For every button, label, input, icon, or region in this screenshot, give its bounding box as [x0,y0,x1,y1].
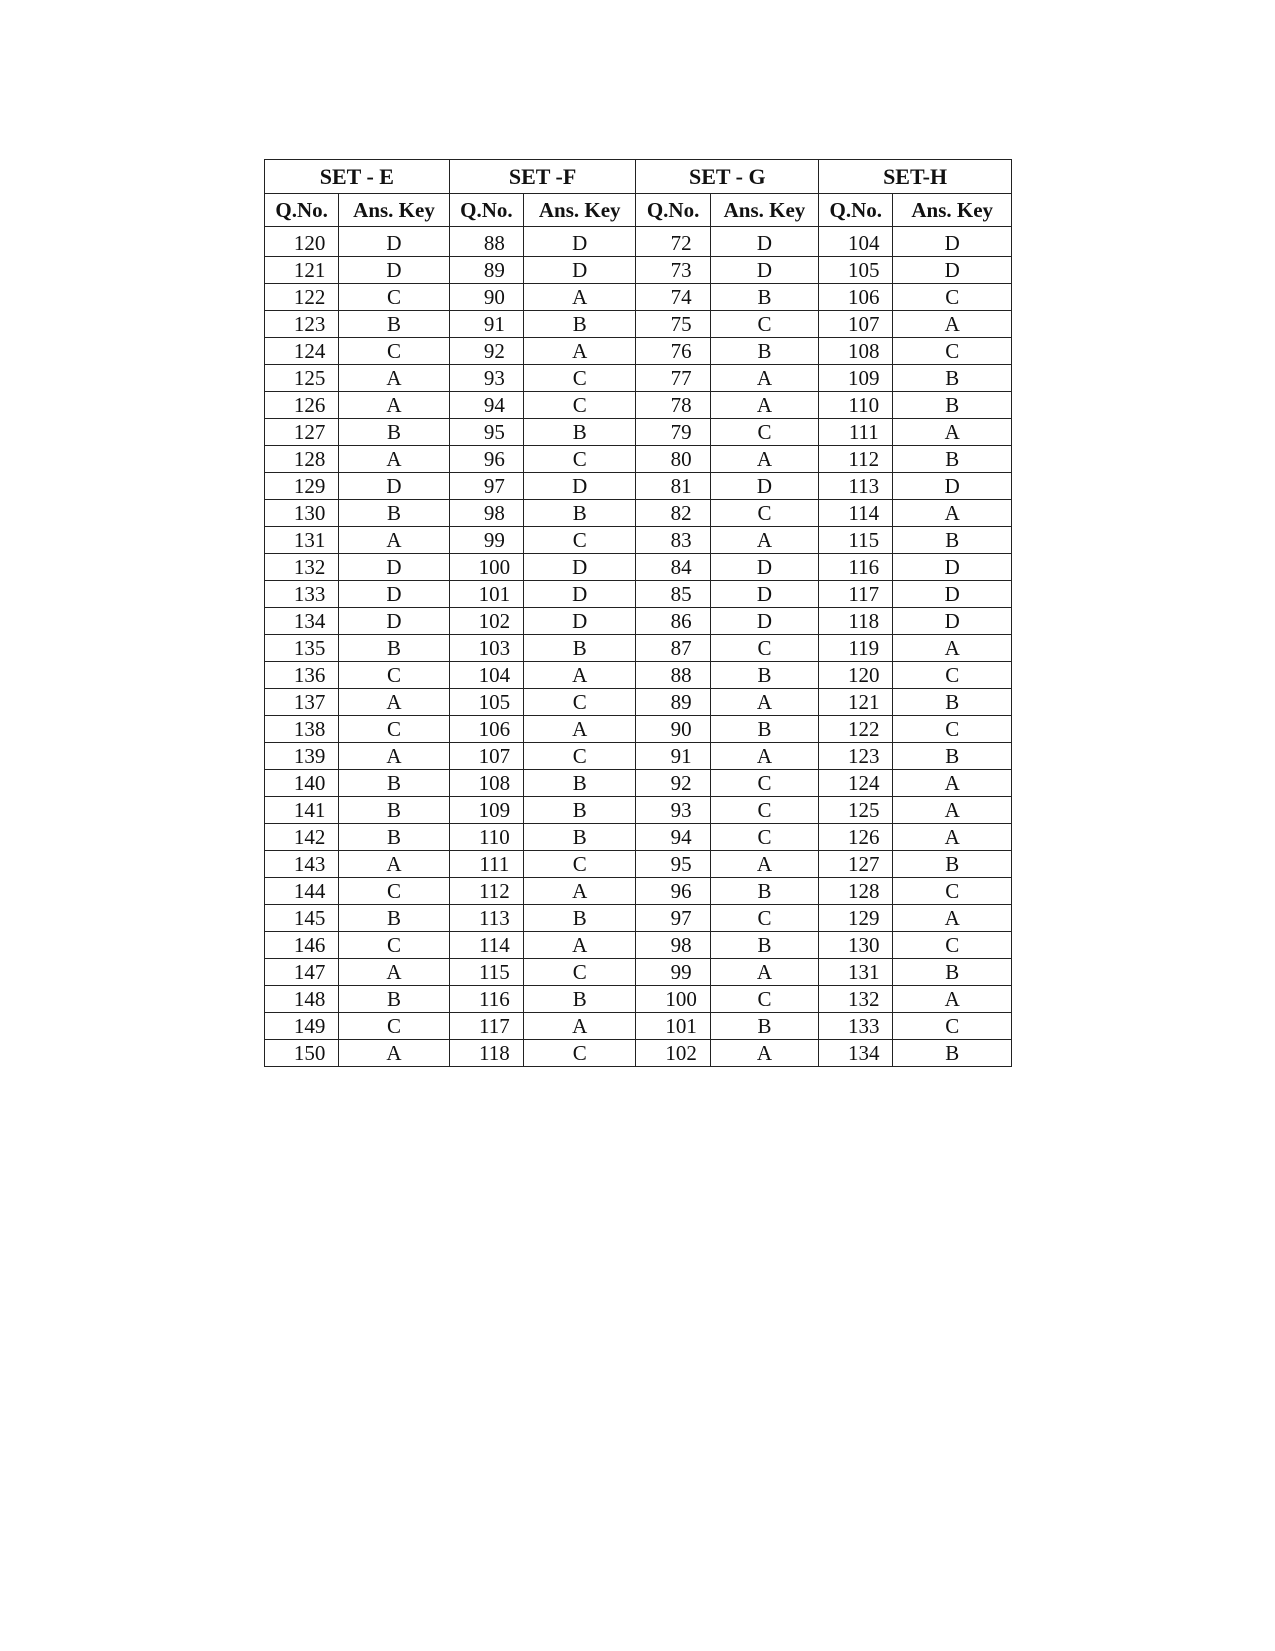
set-e-title: SET - E [265,160,450,194]
set-h-title: SET-H [819,160,1012,194]
set-g-anskey-header: Ans. Key [710,194,818,227]
set-e-question-number: 129 [265,473,339,500]
set-f-answer: B [524,986,636,1013]
set-f-answer: A [524,932,636,959]
set-g-question-number: 84 [636,554,710,581]
set-h-question-number: 134 [819,1040,893,1067]
set-h-question-number: 120 [819,662,893,689]
set-h-answer: D [893,554,1012,581]
set-e-answer: D [339,227,449,257]
set-h-answer: B [893,1040,1012,1067]
set-g-answer: C [710,419,818,446]
table-row [265,227,1012,257]
set-g-question-number: 94 [636,824,710,851]
set-g-question-number: 74 [636,284,710,311]
set-f-question-number: 102 [449,608,523,635]
set-h-question-number: 126 [819,824,893,851]
table-row [265,1013,1012,1040]
set-e-answer: A [339,851,449,878]
set-f-answer: C [524,743,636,770]
set-g-answer: A [710,365,818,392]
set-f-question-number: 95 [449,419,523,446]
set-h-qno-header: Q.No. [819,194,893,227]
set-g-question-number: 87 [636,635,710,662]
table-row [265,932,1012,959]
set-f-answer: D [524,554,636,581]
set-f-question-number: 110 [449,824,523,851]
set-e-answer: B [339,824,449,851]
set-h-answer: A [893,770,1012,797]
table-row [265,959,1012,986]
set-e-question-number: 143 [265,851,339,878]
set-e-question-number: 138 [265,716,339,743]
set-f-question-number: 109 [449,797,523,824]
set-title-row [265,160,1012,194]
set-e-question-number: 134 [265,608,339,635]
set-g-question-number: 95 [636,851,710,878]
set-h-answer: A [893,500,1012,527]
set-f-question-number: 108 [449,770,523,797]
set-e-answer: A [339,959,449,986]
set-e-answer: D [339,554,449,581]
set-h-answer: B [893,959,1012,986]
set-h-answer: A [893,824,1012,851]
set-h-answer: C [893,932,1012,959]
set-e-question-number: 127 [265,419,339,446]
set-e-question-number: 148 [265,986,339,1013]
set-e-question-number: 146 [265,932,339,959]
set-h-answer: B [893,689,1012,716]
table-row [265,797,1012,824]
set-g-answer: C [710,770,818,797]
set-e-answer: B [339,797,449,824]
set-h-question-number: 105 [819,257,893,284]
set-g-question-number: 99 [636,959,710,986]
set-f-answer: C [524,689,636,716]
set-h-answer: A [893,986,1012,1013]
set-h-answer: D [893,227,1012,257]
set-e-question-number: 126 [265,392,339,419]
set-g-answer: D [710,473,818,500]
set-g-question-number: 78 [636,392,710,419]
set-f-answer: B [524,419,636,446]
table-row [265,905,1012,932]
set-e-question-number: 135 [265,635,339,662]
set-e-answer: C [339,878,449,905]
set-g-question-number: 101 [636,1013,710,1040]
set-g-answer: B [710,284,818,311]
answer-rows [265,227,1012,1067]
set-f-question-number: 89 [449,257,523,284]
set-f-answer: C [524,527,636,554]
set-g-answer: D [710,581,818,608]
set-h-answer: D [893,581,1012,608]
set-e-answer: B [339,905,449,932]
set-f-answer: C [524,959,636,986]
set-f-question-number: 93 [449,365,523,392]
table-row [265,500,1012,527]
set-g-qno-header: Q.No. [636,194,710,227]
set-h-question-number: 109 [819,365,893,392]
set-e-question-number: 132 [265,554,339,581]
set-e-answer: A [339,1040,449,1067]
set-f-question-number: 116 [449,986,523,1013]
set-f-answer: B [524,770,636,797]
set-e-answer: A [339,392,449,419]
set-f-question-number: 112 [449,878,523,905]
set-f-answer: D [524,227,636,257]
table-row [265,878,1012,905]
set-g-answer: A [710,527,818,554]
table-row [265,365,1012,392]
set-f-question-number: 118 [449,1040,523,1067]
set-f-answer: B [524,797,636,824]
set-f-question-number: 88 [449,227,523,257]
set-g-answer: D [710,608,818,635]
set-g-answer: C [710,986,818,1013]
set-h-question-number: 128 [819,878,893,905]
set-e-answer: D [339,608,449,635]
set-g-question-number: 83 [636,527,710,554]
table-row [265,1040,1012,1067]
set-h-question-number: 107 [819,311,893,338]
set-g-answer: C [710,635,818,662]
set-h-question-number: 129 [819,905,893,932]
set-g-question-number: 88 [636,662,710,689]
table-row [265,527,1012,554]
set-e-answer: A [339,689,449,716]
set-f-question-number: 104 [449,662,523,689]
set-h-question-number: 104 [819,227,893,257]
set-h-question-number: 117 [819,581,893,608]
set-e-question-number: 150 [265,1040,339,1067]
set-h-question-number: 108 [819,338,893,365]
set-h-answer: A [893,905,1012,932]
set-e-question-number: 120 [265,227,339,257]
set-e-answer: B [339,986,449,1013]
set-g-answer: C [710,824,818,851]
set-e-question-number: 147 [265,959,339,986]
set-g-question-number: 77 [636,365,710,392]
set-f-answer: D [524,473,636,500]
set-h-answer: B [893,446,1012,473]
set-h-question-number: 116 [819,554,893,581]
set-f-question-number: 91 [449,311,523,338]
set-f-title: SET -F [449,160,636,194]
set-f-answer: C [524,392,636,419]
set-g-question-number: 97 [636,905,710,932]
table-row [265,419,1012,446]
table-row [265,581,1012,608]
table-row [265,554,1012,581]
set-e-answer: D [339,257,449,284]
set-e-question-number: 133 [265,581,339,608]
set-g-answer: D [710,554,818,581]
set-f-answer: A [524,662,636,689]
set-f-question-number: 107 [449,743,523,770]
set-e-answer: B [339,311,449,338]
set-f-answer: B [524,311,636,338]
set-h-answer: D [893,257,1012,284]
set-e-answer: A [339,527,449,554]
table-row [265,257,1012,284]
set-e-answer: C [339,1013,449,1040]
table-row [265,986,1012,1013]
set-e-question-number: 136 [265,662,339,689]
set-g-title: SET - G [636,160,819,194]
set-g-answer: A [710,446,818,473]
set-f-answer: B [524,635,636,662]
set-f-question-number: 117 [449,1013,523,1040]
set-f-question-number: 92 [449,338,523,365]
set-h-anskey-header: Ans. Key [893,194,1012,227]
set-f-answer: D [524,581,636,608]
set-g-question-number: 76 [636,338,710,365]
set-f-question-number: 94 [449,392,523,419]
set-f-answer: B [524,824,636,851]
set-h-question-number: 112 [819,446,893,473]
set-e-answer: B [339,770,449,797]
set-f-answer: A [524,338,636,365]
set-g-question-number: 75 [636,311,710,338]
set-f-answer: C [524,446,636,473]
set-h-question-number: 110 [819,392,893,419]
set-h-answer: C [893,662,1012,689]
set-h-question-number: 114 [819,500,893,527]
set-f-answer: C [524,851,636,878]
set-h-answer: A [893,311,1012,338]
table-row [265,311,1012,338]
set-g-question-number: 79 [636,419,710,446]
set-g-answer: C [710,905,818,932]
set-h-question-number: 123 [819,743,893,770]
table-row [265,851,1012,878]
set-h-question-number: 133 [819,1013,893,1040]
set-g-question-number: 81 [636,473,710,500]
set-f-answer: A [524,284,636,311]
set-e-answer: A [339,365,449,392]
set-g-answer: C [710,311,818,338]
set-g-answer: C [710,797,818,824]
set-f-question-number: 96 [449,446,523,473]
set-g-question-number: 93 [636,797,710,824]
set-h-question-number: 111 [819,419,893,446]
set-g-question-number: 86 [636,608,710,635]
set-h-answer: A [893,635,1012,662]
set-e-question-number: 137 [265,689,339,716]
set-g-question-number: 89 [636,689,710,716]
table-row [265,662,1012,689]
set-g-answer: A [710,1040,818,1067]
set-f-question-number: 114 [449,932,523,959]
table-row [265,689,1012,716]
set-h-answer: A [893,419,1012,446]
set-e-qno-header: Q.No. [265,194,339,227]
set-h-answer: C [893,878,1012,905]
set-h-question-number: 121 [819,689,893,716]
set-e-question-number: 140 [265,770,339,797]
set-g-answer: B [710,662,818,689]
set-e-answer: D [339,473,449,500]
set-g-answer: C [710,500,818,527]
set-f-qno-header: Q.No. [449,194,523,227]
set-h-answer: C [893,338,1012,365]
set-g-answer: B [710,932,818,959]
set-g-answer: B [710,338,818,365]
set-e-answer: C [339,716,449,743]
set-e-answer: B [339,635,449,662]
set-h-answer: B [893,392,1012,419]
set-h-answer: C [893,1013,1012,1040]
set-g-question-number: 96 [636,878,710,905]
set-e-answer: C [339,284,449,311]
set-h-answer: D [893,473,1012,500]
table-row [265,392,1012,419]
set-f-question-number: 100 [449,554,523,581]
set-h-question-number: 131 [819,959,893,986]
set-f-answer: C [524,1040,636,1067]
set-g-answer: A [710,851,818,878]
set-f-answer: B [524,905,636,932]
set-h-answer: D [893,608,1012,635]
set-g-question-number: 85 [636,581,710,608]
set-h-answer: B [893,365,1012,392]
set-g-question-number: 72 [636,227,710,257]
set-e-answer: A [339,743,449,770]
set-g-question-number: 90 [636,716,710,743]
set-e-question-number: 141 [265,797,339,824]
set-f-answer: B [524,500,636,527]
set-e-answer: B [339,500,449,527]
set-g-answer: A [710,392,818,419]
set-e-question-number: 125 [265,365,339,392]
set-g-question-number: 73 [636,257,710,284]
set-f-question-number: 101 [449,581,523,608]
table-row [265,824,1012,851]
set-e-question-number: 142 [265,824,339,851]
set-h-question-number: 124 [819,770,893,797]
set-h-answer: A [893,797,1012,824]
set-e-question-number: 128 [265,446,339,473]
set-g-answer: D [710,257,818,284]
set-e-question-number: 124 [265,338,339,365]
set-e-anskey-header: Ans. Key [339,194,449,227]
set-e-answer: C [339,932,449,959]
set-g-answer: A [710,959,818,986]
set-h-question-number: 119 [819,635,893,662]
set-f-question-number: 90 [449,284,523,311]
set-g-question-number: 80 [636,446,710,473]
set-e-question-number: 131 [265,527,339,554]
set-h-answer: C [893,284,1012,311]
table-row [265,635,1012,662]
table-row [265,770,1012,797]
set-e-answer: D [339,581,449,608]
set-h-answer: C [893,716,1012,743]
set-h-answer: B [893,743,1012,770]
set-g-answer: A [710,689,818,716]
set-f-question-number: 106 [449,716,523,743]
set-h-question-number: 113 [819,473,893,500]
set-e-question-number: 122 [265,284,339,311]
set-e-question-number: 139 [265,743,339,770]
set-f-question-number: 111 [449,851,523,878]
set-g-answer: D [710,227,818,257]
set-h-answer: B [893,851,1012,878]
set-f-question-number: 115 [449,959,523,986]
set-f-question-number: 105 [449,689,523,716]
set-h-question-number: 132 [819,986,893,1013]
table-row [265,716,1012,743]
set-g-question-number: 100 [636,986,710,1013]
set-f-question-number: 99 [449,527,523,554]
column-header-row [265,194,1012,227]
set-h-question-number: 115 [819,527,893,554]
set-f-answer: A [524,878,636,905]
set-e-answer: C [339,338,449,365]
set-h-question-number: 122 [819,716,893,743]
set-e-question-number: 149 [265,1013,339,1040]
set-g-answer: B [710,1013,818,1040]
table-row [265,743,1012,770]
set-h-question-number: 125 [819,797,893,824]
set-g-question-number: 98 [636,932,710,959]
table-row [265,608,1012,635]
set-h-question-number: 127 [819,851,893,878]
set-f-answer: D [524,257,636,284]
set-g-answer: B [710,716,818,743]
set-h-answer: B [893,527,1012,554]
set-g-question-number: 102 [636,1040,710,1067]
set-e-question-number: 121 [265,257,339,284]
set-g-question-number: 82 [636,500,710,527]
set-f-answer: A [524,1013,636,1040]
set-g-question-number: 92 [636,770,710,797]
set-g-question-number: 91 [636,743,710,770]
table-row [265,446,1012,473]
set-f-answer: A [524,716,636,743]
set-g-answer: B [710,878,818,905]
set-f-question-number: 97 [449,473,523,500]
set-h-question-number: 130 [819,932,893,959]
set-f-answer: D [524,608,636,635]
set-e-answer: B [339,419,449,446]
table-row [265,284,1012,311]
set-e-question-number: 130 [265,500,339,527]
table-row [265,338,1012,365]
set-f-question-number: 98 [449,500,523,527]
set-h-question-number: 106 [819,284,893,311]
set-f-question-number: 103 [449,635,523,662]
table-row [265,473,1012,500]
set-f-question-number: 113 [449,905,523,932]
set-e-answer: C [339,662,449,689]
set-f-anskey-header: Ans. Key [524,194,636,227]
set-f-answer: C [524,365,636,392]
set-h-question-number: 118 [819,608,893,635]
set-e-question-number: 145 [265,905,339,932]
set-e-answer: A [339,446,449,473]
answer-key-table [264,159,1012,1067]
set-e-question-number: 123 [265,311,339,338]
set-e-question-number: 144 [265,878,339,905]
set-g-answer: A [710,743,818,770]
